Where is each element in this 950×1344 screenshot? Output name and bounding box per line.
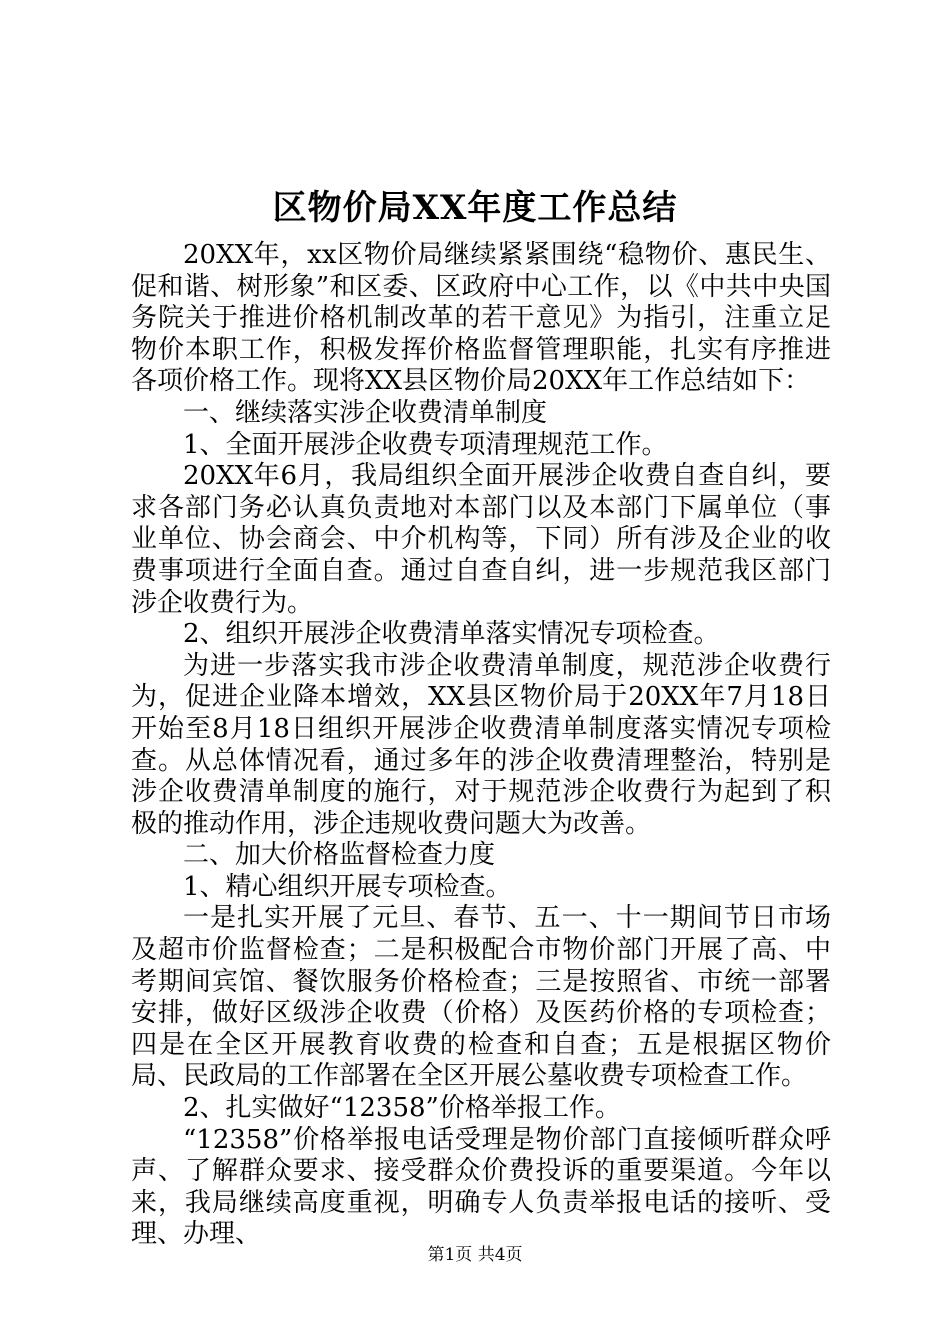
subsection-heading-1-1: 1、全面开展涉企收费专项清理规范工作。 (183, 429, 668, 460)
subsection-heading-1-2: 2、组织开展涉企收费清单落实情况专项检查。 (183, 619, 720, 650)
paragraph-1-1: 20XX年6月，我局组织全面开展涉企收费自查自纠，要求各部门务必认真负责地对本部门以及本部门下属单位（事业单位、协会商会、中介机构等，下同）所有涉及企业的收费事项进行全面自查。通过自查自纠，进一步规范我区部门涉企收费行为。 (131, 461, 831, 618)
section-heading-1: 一、继续落实涉企收费清单制度 (183, 397, 548, 428)
document-title: 区物价局XX年度工作总结 (272, 188, 678, 228)
section-heading-2: 二、加大价格监督检查力度 (183, 840, 496, 871)
paragraph-intro: 20XX年，xx区物价局继续紧紧围绕“稳物价、惠民生、促和谐、树形象”和区委、区政府中心工作，以《中共中央国务院关于推进价格机制改革的若干意见》为指引，注重立足物价本职工作，积极发挥价格监督管理职能，扎实有序推进各项价格工作。现将XX县区物价局20XX年工作总结如下： (131, 240, 831, 397)
page-number-footer: 第1页 共4页 (427, 1245, 523, 1265)
subsection-heading-2-1: 1、精心组织开展专项检查。 (183, 871, 512, 902)
paragraph-2-2: “12358”价格举报电话受理是物价部门直接倾听群众呼声、了解群众要求、接受群众价费投诉的重要渠道。今年以来，我局继续高度重视，明确专人负责举报电话的接听、受理、办理、 (131, 1124, 831, 1250)
subsection-heading-2-2: 2、扎实做好“12358”价格举报工作。 (183, 1093, 621, 1124)
paragraph-2-1: 一是扎实开展了元旦、春节、五一、十一期间节日市场及超市价监督检查；二是积极配合市物价部门开展了高、中考期间宾馆、餐饮服务价格检查；三是按照省、市统一部署安排，做好区级涉企收费（价格）及医药价格的专项检查；四是在全区开展教育收费的检查和自查；五是根据区物价局、民政局的工作部署在全区开展公墓收费专项检查工作。 (131, 903, 831, 1092)
paragraph-1-2: 为进一步落实我市涉企收费清单制度，规范涉企收费行为，促进企业降本增效，XX县区物价局于20XX年7月18日开始至8月18日组织开展涉企收费清单制度落实情况专项检查。从总体情况看，通过多年的涉企收费清理整治，特别是涉企收费清单制度的施行，对于规范涉企收费行为起到了积极的推动作用，涉企违规收费问题大为改善。 (131, 650, 831, 839)
document-body (131, 240, 831, 1251)
